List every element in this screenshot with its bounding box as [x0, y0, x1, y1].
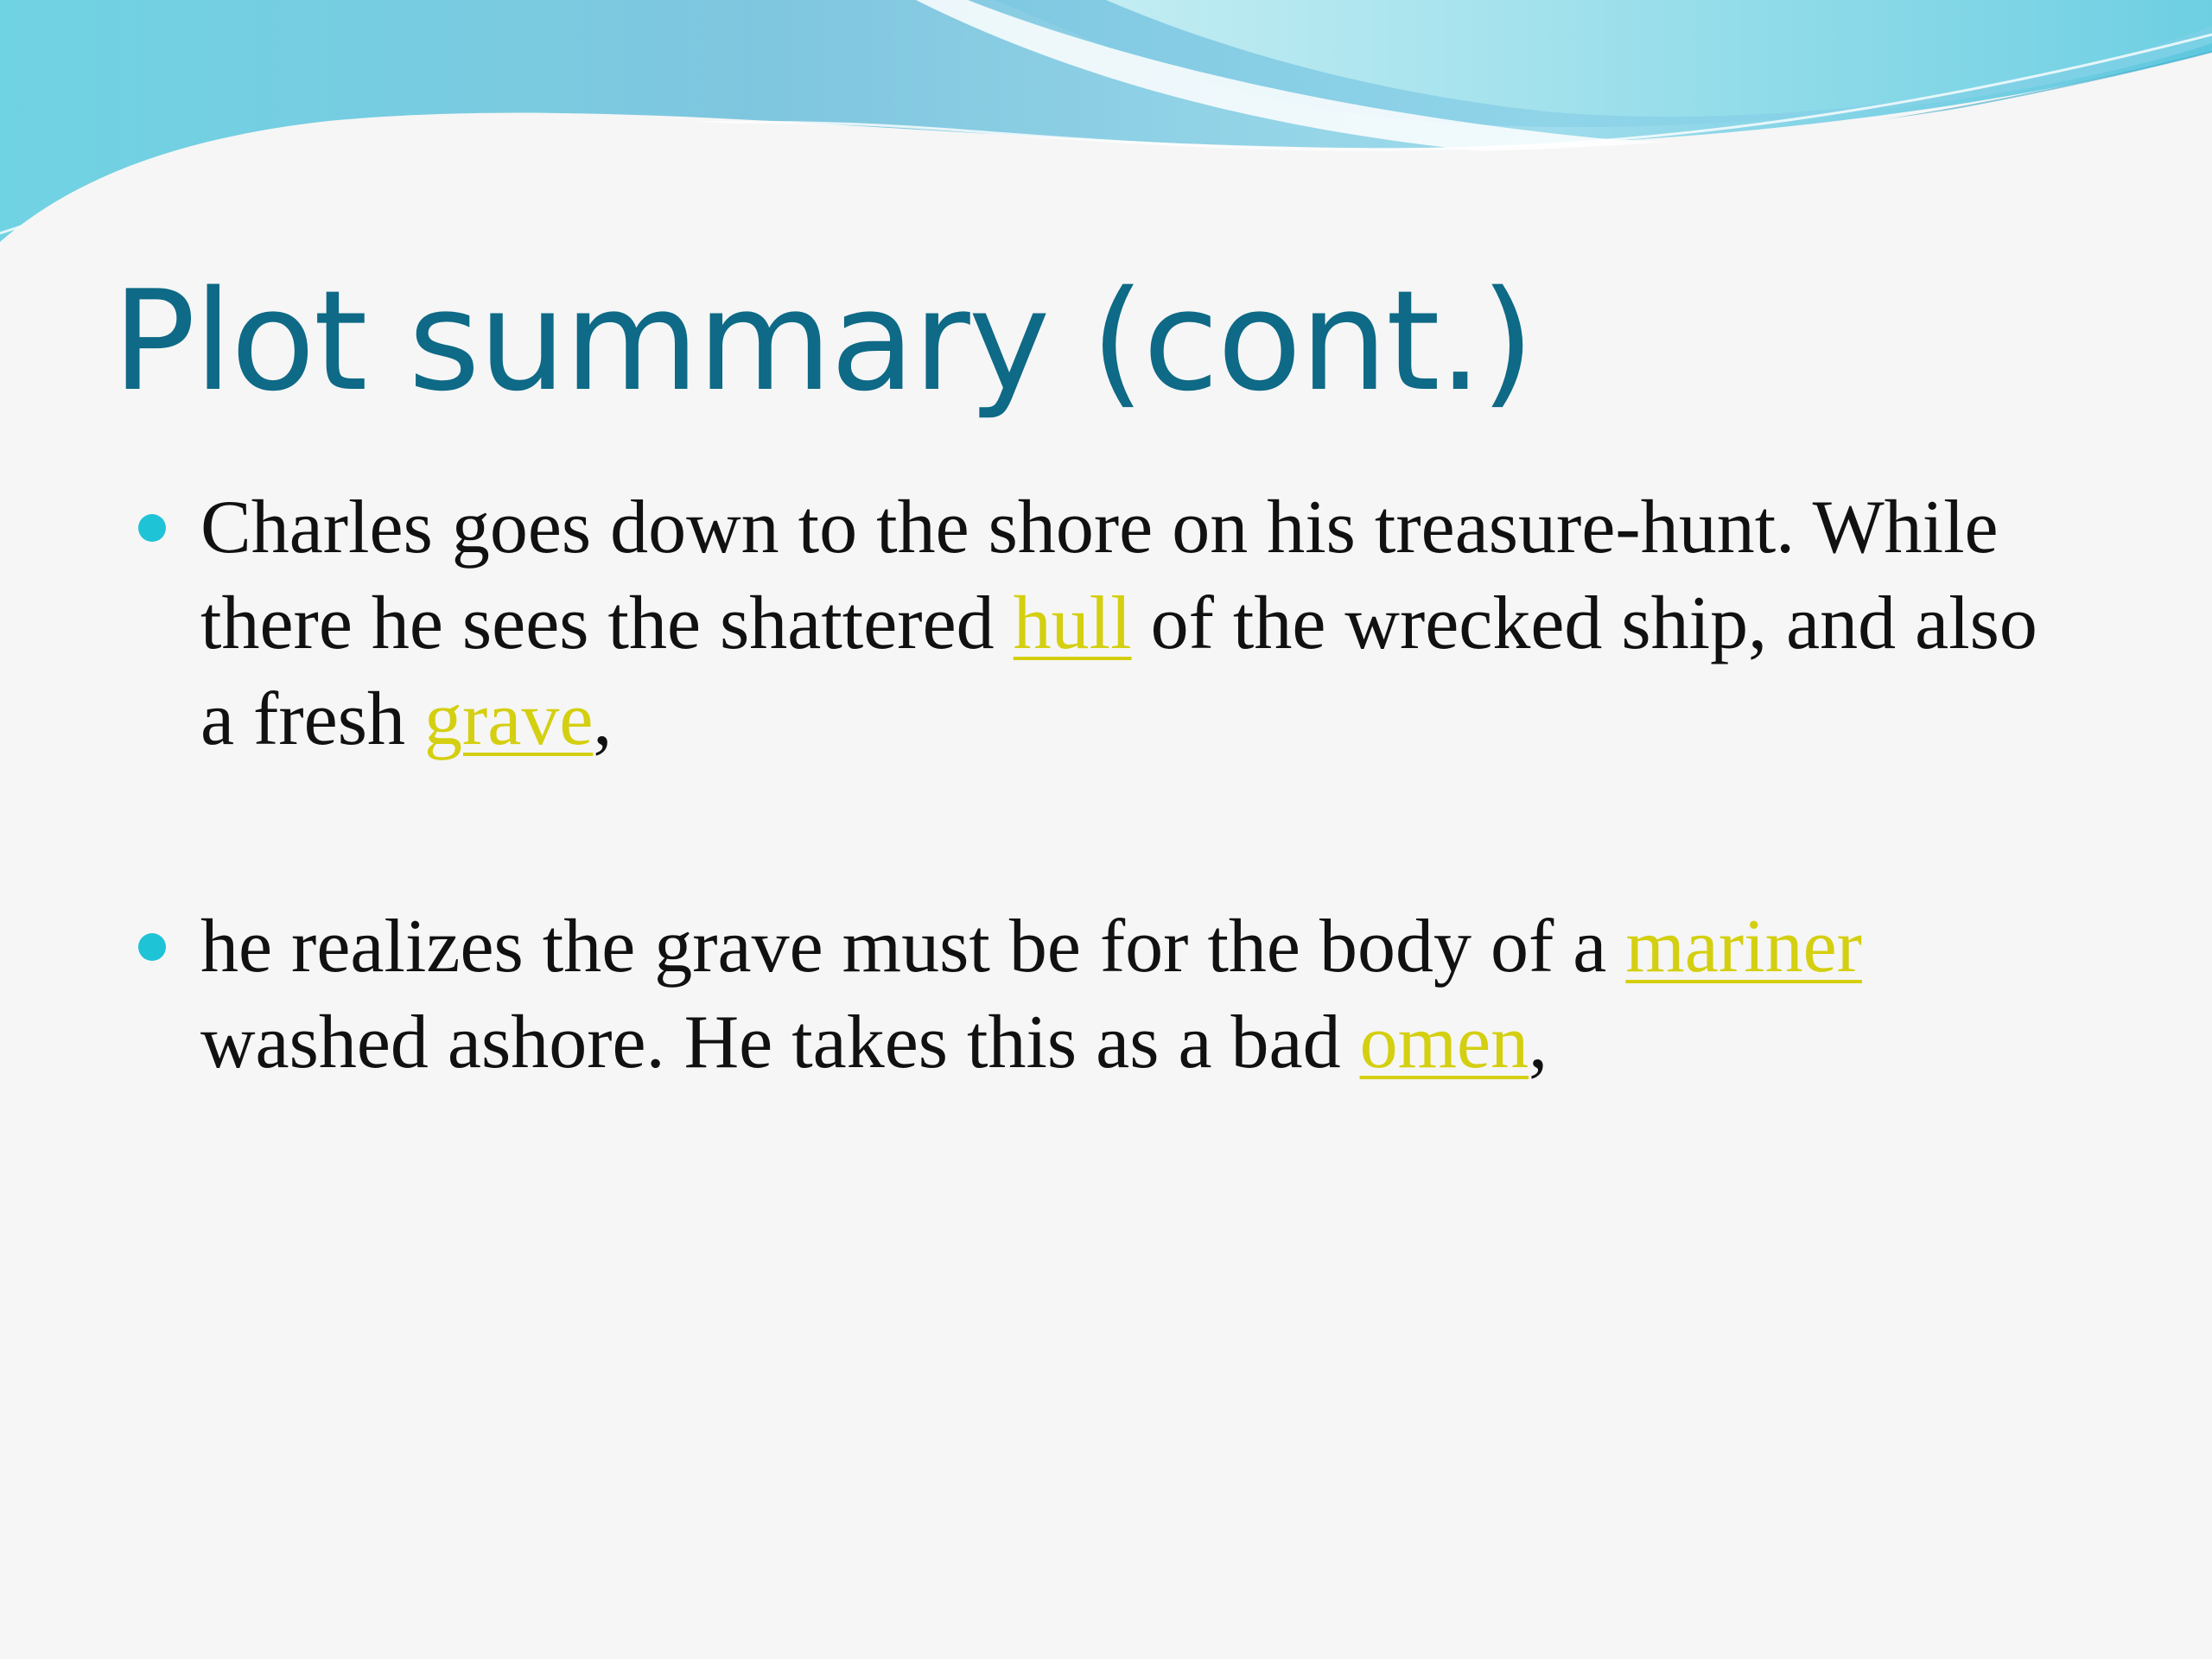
bullet-icon — [138, 933, 166, 961]
slide-title: Plot summary (cont.) — [112, 260, 1533, 422]
bullet-text: of the wrecked ship, and also a fresh — [200, 582, 2037, 761]
vocab-link-grave[interactable]: grave — [423, 677, 594, 761]
bullet-text: Charles goes down to the shore on his treasure-hunt. While there he sees the shattered — [200, 486, 1999, 665]
bullet-icon — [138, 514, 166, 542]
bullet-item — [138, 899, 2074, 1090]
bullet-text: washed ashore. He takes this as a bad — [200, 1001, 1360, 1084]
wave-header-decoration — [0, 0, 2212, 259]
bullet-text: he realizes the grave must be for the body of a — [200, 905, 1626, 988]
bullet-text: , — [1529, 1001, 1548, 1084]
bullet-list — [138, 480, 2074, 1090]
vocab-link-omen[interactable]: omen — [1359, 1001, 1529, 1084]
bullet-item — [138, 480, 2074, 767]
vocab-link-hull[interactable]: hull — [1013, 582, 1132, 665]
bullet-text: , — [593, 677, 613, 761]
vocab-link-mariner[interactable]: mariner — [1625, 905, 1862, 988]
